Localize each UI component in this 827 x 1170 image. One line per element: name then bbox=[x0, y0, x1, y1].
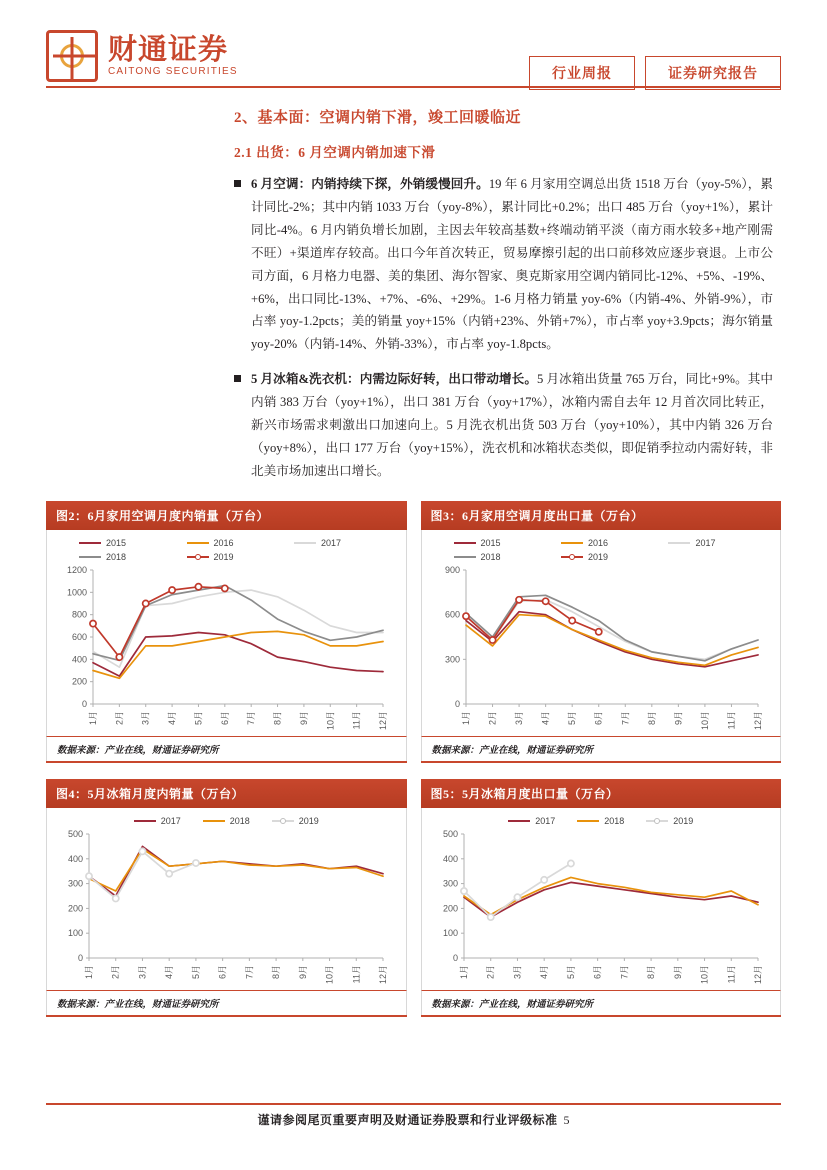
legend-swatch-icon bbox=[272, 820, 294, 822]
bullet-body: 19 年 6 月家用空调总出货 1518 万台（yoy-5%），累计同比-2%；其中内销 1033 万台（yoy-8%），累计同比+0.2%；出口 485 万台（yoy+1%），累计同比-4%。6 月内销负增长加剧，主因去年较高基数+终端动销平淡（南方雨水较多+地产刚需不旺）+渠道库存较高。出口今年首次转正，贸易摩擦引起的出口前移效应逐步衰退。上市公司方面，6 月格力电器、美的集团、海尔智家、奥克斯家用空调内销同比-12%、+5%、-19%、+6%，出口同比-13%、+7%、-6%、+29%。1-6 月格力销量 yoy-6%（内销-4%、外销-9%），市占率 yoy-1.2pcts；美的销量 yoy+15%（内销+23%、外销+7%），市占率 yoy+3.9pcts；海尔销量 yoy-20%（内销-14%、外销-33%），市占率 yoy-1.8pcts。 bbox=[251, 177, 773, 352]
figure-3-chart bbox=[436, 564, 766, 734]
svg-text:9月: 9月 bbox=[672, 964, 683, 979]
bullet-lead: 5 月冰箱&洗衣机：内需边际好转，出口带动增长。 bbox=[251, 372, 537, 387]
legend-entry-empty bbox=[654, 552, 761, 562]
svg-text:300: 300 bbox=[68, 878, 84, 889]
figure-4-body bbox=[46, 808, 407, 990]
svg-text:5月: 5月 bbox=[193, 710, 204, 725]
legend-entry bbox=[134, 816, 181, 826]
header-divider bbox=[46, 86, 781, 88]
legend-swatch-icon bbox=[561, 542, 583, 544]
svg-text:2月: 2月 bbox=[114, 710, 125, 725]
svg-text:6月: 6月 bbox=[220, 710, 231, 725]
svg-text:4月: 4月 bbox=[540, 710, 551, 725]
svg-text:600: 600 bbox=[444, 609, 460, 620]
figure-3-body bbox=[421, 530, 782, 736]
bullet-paragraph bbox=[251, 368, 773, 483]
legend-label: 2018 bbox=[480, 551, 501, 562]
legend-entry bbox=[654, 538, 761, 548]
svg-text:8月: 8月 bbox=[646, 710, 657, 725]
section-title: 2、基本面：空调内销下滑，竣工回暖临近 bbox=[234, 110, 522, 126]
bullet-square-icon bbox=[234, 375, 241, 382]
svg-text:11月: 11月 bbox=[351, 710, 362, 730]
figure-4-source: 数据来源：产业在线，财通证券研究所 bbox=[46, 990, 407, 1015]
legend-label: 2019 bbox=[588, 551, 609, 562]
legend-entry bbox=[508, 816, 555, 826]
svg-text:200: 200 bbox=[68, 903, 84, 914]
svg-text:300: 300 bbox=[444, 654, 460, 665]
legend-label: 2019 bbox=[673, 815, 694, 826]
svg-text:100: 100 bbox=[442, 927, 458, 938]
svg-text:11月: 11月 bbox=[351, 964, 362, 984]
legend-swatch-icon bbox=[187, 556, 209, 558]
tag-industry-weekly: 行业周报 bbox=[529, 56, 635, 90]
legend-swatch-icon bbox=[454, 556, 476, 558]
svg-text:11月: 11月 bbox=[726, 964, 737, 984]
legend-label: 2017 bbox=[535, 815, 556, 826]
figure-5-chart bbox=[436, 828, 766, 988]
svg-text:400: 400 bbox=[442, 853, 458, 864]
figure-4 bbox=[46, 779, 407, 1017]
legend-label: 2018 bbox=[106, 551, 127, 562]
legend-swatch-icon bbox=[668, 542, 690, 544]
svg-text:400: 400 bbox=[72, 654, 88, 665]
svg-text:3月: 3月 bbox=[512, 964, 523, 979]
svg-text:4月: 4月 bbox=[164, 964, 175, 979]
svg-text:2月: 2月 bbox=[110, 964, 121, 979]
legend-label: 2019 bbox=[213, 551, 234, 562]
svg-text:7月: 7月 bbox=[246, 710, 257, 725]
svg-text:4月: 4月 bbox=[538, 964, 549, 979]
figure-4-title: 图4：5月冰箱月度内销量（万台） bbox=[46, 779, 407, 808]
svg-text:12月: 12月 bbox=[752, 964, 763, 984]
svg-text:1200: 1200 bbox=[67, 564, 88, 575]
svg-text:7月: 7月 bbox=[620, 710, 631, 725]
figure-5-body bbox=[421, 808, 782, 990]
legend-label: 2019 bbox=[298, 815, 319, 826]
svg-text:12月: 12月 bbox=[378, 964, 389, 984]
figure-4-chart bbox=[61, 828, 391, 988]
figure-4-legend bbox=[51, 814, 402, 828]
brand-logo bbox=[46, 30, 238, 82]
svg-text:8月: 8月 bbox=[271, 964, 282, 979]
svg-text:500: 500 bbox=[68, 828, 84, 839]
legend-swatch-icon bbox=[187, 542, 209, 544]
legend-label: 2016 bbox=[588, 537, 609, 548]
svg-text:0: 0 bbox=[452, 952, 458, 963]
figure-5-legend bbox=[426, 814, 777, 828]
figure-5 bbox=[421, 779, 782, 1017]
svg-text:7月: 7月 bbox=[244, 964, 255, 979]
svg-text:2月: 2月 bbox=[487, 710, 498, 725]
footer-page-number: 5 bbox=[563, 1113, 570, 1127]
svg-text:500: 500 bbox=[442, 828, 458, 839]
svg-text:1000: 1000 bbox=[67, 587, 88, 598]
figure-5-source: 数据来源：产业在线，财通证券研究所 bbox=[421, 990, 782, 1015]
bullet-body: 5 月冰箱出货量 765 万台，同比+9%。其中内销 383 万台（yoy+1%），出口 381 万台（yoy+17%），冰箱内需自去年 12 月首次同比转正，新兴市场需求刺激出口加速向上。5 月洗衣机出货 503 万台（yoy+10%），其中内销 326 万台（yoy+8%），出口 177 万台（yoy+15%），洗衣机和冰箱状态类似，即促销季拉动内需好转，非北美市场加速出口增长。 bbox=[251, 372, 774, 478]
svg-text:5月: 5月 bbox=[566, 710, 577, 725]
svg-text:200: 200 bbox=[72, 676, 88, 687]
svg-text:0: 0 bbox=[82, 698, 88, 709]
tag-securities-research: 证券研究报告 bbox=[645, 56, 781, 90]
figure-2-chart bbox=[61, 564, 391, 734]
legend-entry bbox=[547, 552, 654, 562]
svg-text:9月: 9月 bbox=[298, 964, 309, 979]
svg-text:10月: 10月 bbox=[324, 964, 335, 984]
legend-label: 2015 bbox=[106, 537, 127, 548]
legend-swatch-icon bbox=[577, 820, 599, 822]
figure-3-legend bbox=[426, 536, 777, 564]
legend-swatch-icon bbox=[646, 820, 668, 822]
legend-swatch-icon bbox=[454, 542, 476, 544]
svg-text:200: 200 bbox=[442, 903, 458, 914]
svg-text:300: 300 bbox=[442, 878, 458, 889]
page-footer bbox=[46, 1103, 781, 1128]
legend-entry bbox=[646, 816, 693, 826]
header-tags bbox=[529, 56, 781, 90]
figure-3-title: 图3：6月家用空调月度出口量（万台） bbox=[421, 501, 782, 530]
legend-entry bbox=[173, 538, 280, 548]
legend-entry bbox=[65, 552, 172, 562]
svg-text:6月: 6月 bbox=[217, 964, 228, 979]
svg-text:3月: 3月 bbox=[140, 710, 151, 725]
legend-swatch-icon bbox=[134, 820, 156, 822]
bullet-lead: 6 月空调：内销持续下探，外销缓慢回升。 bbox=[251, 177, 489, 191]
legend-entry bbox=[203, 816, 250, 826]
figure-2-legend bbox=[51, 536, 402, 564]
svg-text:6月: 6月 bbox=[593, 710, 604, 725]
legend-swatch-icon bbox=[79, 556, 101, 558]
svg-text:5月: 5月 bbox=[565, 964, 576, 979]
bullet-square-icon bbox=[234, 180, 241, 187]
svg-text:8月: 8月 bbox=[272, 710, 283, 725]
caitong-logo-icon bbox=[46, 30, 98, 82]
figure-5-title: 图5：5月冰箱月度出口量（万台） bbox=[421, 779, 782, 808]
svg-text:9月: 9月 bbox=[299, 710, 310, 725]
figure-3-source: 数据来源：产业在线，财通证券研究所 bbox=[421, 736, 782, 761]
legend-label: 2015 bbox=[480, 537, 501, 548]
legend-label: 2016 bbox=[213, 537, 234, 548]
legend-entry bbox=[577, 816, 624, 826]
legend-swatch-icon bbox=[79, 542, 101, 544]
svg-text:2月: 2月 bbox=[485, 964, 496, 979]
legend-entry bbox=[440, 552, 547, 562]
svg-text:1月: 1月 bbox=[84, 964, 95, 979]
figure-2-source: 数据来源：产业在线，财通证券研究所 bbox=[46, 736, 407, 761]
svg-text:10月: 10月 bbox=[699, 710, 710, 730]
svg-text:8月: 8月 bbox=[645, 964, 656, 979]
legend-entry bbox=[173, 552, 280, 562]
figure-2-title: 图2：6月家用空调月度内销量（万台） bbox=[46, 501, 407, 530]
figure-2-body bbox=[46, 530, 407, 736]
svg-text:1月: 1月 bbox=[88, 710, 99, 725]
svg-text:7月: 7月 bbox=[619, 964, 630, 979]
svg-text:800: 800 bbox=[72, 609, 88, 620]
svg-text:1月: 1月 bbox=[460, 710, 471, 725]
legend-label: 2017 bbox=[695, 537, 716, 548]
figure-grid bbox=[46, 501, 781, 1033]
legend-label: 2017 bbox=[160, 815, 181, 826]
svg-text:3月: 3月 bbox=[137, 964, 148, 979]
page-header bbox=[0, 0, 827, 96]
svg-text:0: 0 bbox=[78, 952, 84, 963]
page-content bbox=[0, 106, 827, 1033]
svg-text:900: 900 bbox=[444, 564, 460, 575]
logo-english-name: CAITONG SECURITIES bbox=[108, 65, 238, 77]
figure-3 bbox=[421, 501, 782, 763]
svg-text:9月: 9月 bbox=[673, 710, 684, 725]
legend-swatch-icon bbox=[508, 820, 530, 822]
bullet-item bbox=[234, 368, 781, 483]
legend-entry bbox=[547, 538, 654, 548]
svg-text:1月: 1月 bbox=[458, 964, 469, 979]
legend-swatch-icon bbox=[294, 542, 316, 544]
svg-text:10月: 10月 bbox=[699, 964, 710, 984]
legend-entry bbox=[280, 538, 387, 548]
svg-text:4月: 4月 bbox=[167, 710, 178, 725]
svg-text:12月: 12月 bbox=[752, 710, 763, 730]
svg-text:10月: 10月 bbox=[325, 710, 336, 730]
legend-entry bbox=[272, 816, 319, 826]
legend-swatch-icon bbox=[561, 556, 583, 558]
figure-2 bbox=[46, 501, 407, 763]
svg-text:100: 100 bbox=[68, 927, 84, 938]
legend-label: 2018 bbox=[229, 815, 250, 826]
legend-entry bbox=[65, 538, 172, 548]
svg-text:3月: 3月 bbox=[513, 710, 524, 725]
subsection-title: 2.1 出货：6 月空调内销加速下滑 bbox=[234, 145, 436, 160]
legend-entry-empty bbox=[280, 552, 387, 562]
svg-text:0: 0 bbox=[454, 698, 460, 709]
svg-text:11月: 11月 bbox=[726, 710, 737, 730]
svg-text:5月: 5月 bbox=[191, 964, 202, 979]
svg-text:400: 400 bbox=[68, 853, 84, 864]
legend-label: 2017 bbox=[320, 537, 342, 548]
legend-swatch-icon bbox=[203, 820, 225, 822]
bullet-item bbox=[234, 173, 781, 356]
logo-chinese-name: 财通证券 bbox=[108, 33, 229, 66]
svg-text:6月: 6月 bbox=[592, 964, 603, 979]
legend-entry bbox=[440, 538, 547, 548]
legend-label: 2018 bbox=[604, 815, 625, 826]
svg-text:12月: 12月 bbox=[378, 710, 389, 730]
svg-text:600: 600 bbox=[72, 631, 88, 642]
bullet-paragraph bbox=[251, 173, 773, 356]
footer-disclaimer: 谨请参阅尾页重要声明及财通证券股票和行业评级标准 bbox=[257, 1113, 558, 1127]
